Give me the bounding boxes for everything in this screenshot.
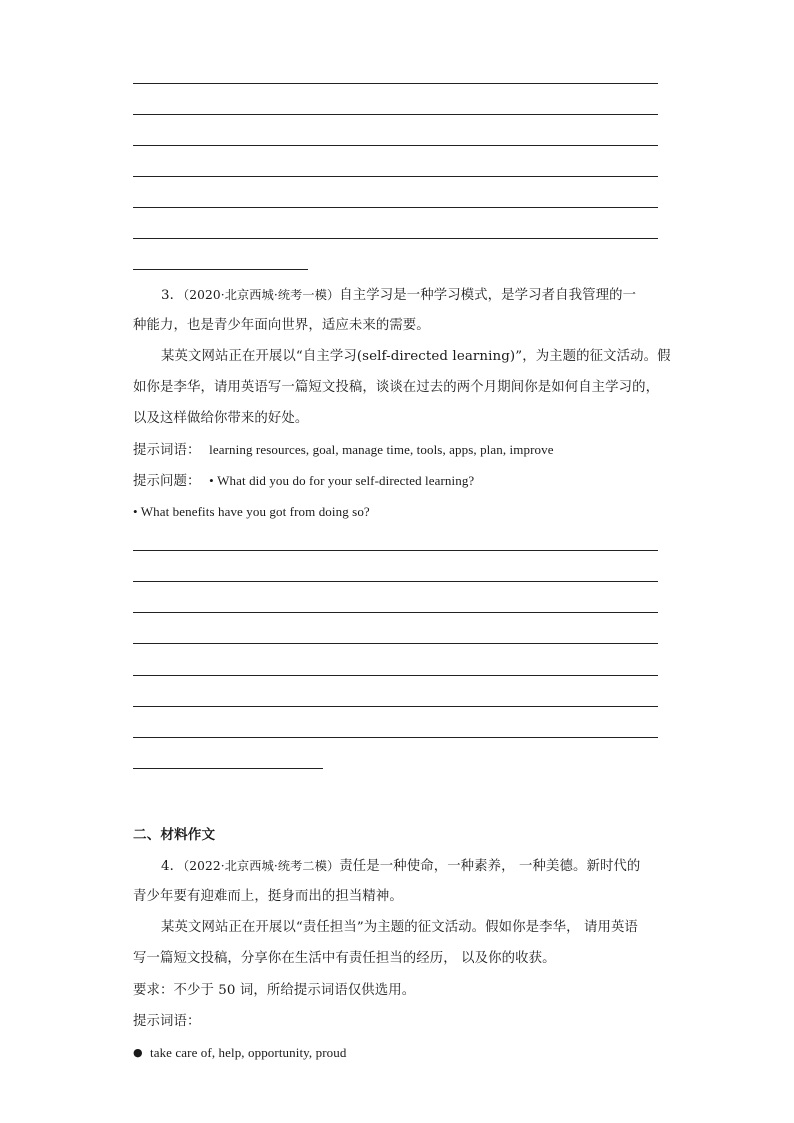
q3-question2: • What benefits have you got from doing so? [133, 504, 370, 519]
q3-number: 3． [161, 288, 184, 303]
section-title: 二、材料作文 [133, 827, 216, 843]
answer-line [133, 83, 658, 84]
q4-task-line1: 某英文网站正在开展以“责任担当”为主题的征文活动。假如你是李华， 请用英语 [161, 920, 638, 935]
bullet-icon: ● [133, 1046, 143, 1059]
answer-line [133, 114, 658, 115]
answer-line [133, 550, 658, 551]
q3-intro-text: 自主学习是一种学习模式，是学习者自我管理的一 [339, 288, 637, 303]
q3-hint-questions-label: 提示问题： [133, 474, 201, 489]
answer-line-end [133, 269, 308, 270]
q3-hint-words [133, 440, 663, 461]
q4-intro-text: 责任是一种使命，一种素养， 一种美德。新时代的 [339, 859, 641, 874]
q3-task-line2: 如你是李华，请用英语写一篇短文投稿，谈谈在过去的两个月期间你是如何自主学习的， [133, 380, 660, 395]
q4-source: （2022·北京西城·统考二模） [183, 859, 340, 873]
answer-line [133, 675, 658, 676]
q3-intro [161, 285, 663, 306]
q4-requirement: 要求：不少于 50 词，所给提示词语仅供选用。 [133, 983, 416, 998]
q4-number: 4． [161, 859, 184, 874]
answer-line [133, 706, 658, 707]
q3-task-line3: 以及这样做给你带来的好处。 [133, 411, 309, 426]
answer-line [133, 612, 658, 613]
answer-line-end [133, 768, 323, 769]
q3-hint-words-label: 提示词语： [133, 443, 201, 458]
q4-hint-words-label: 提示词语： [133, 1014, 201, 1029]
q3-hint-questions [133, 471, 663, 492]
q3-hint-words-text: learning resources, goal, manage time, tools, apps, plan, improve [209, 442, 554, 457]
answer-line [133, 176, 658, 177]
q3-intro-line2: 种能力，也是青少年面向世界，适应未来的需要。 [133, 318, 430, 333]
answer-line [133, 238, 658, 239]
q4-task-line2: 写一篇短文投稿，分享你在生活中有责任担当的经历， 以及你的收获。 [133, 951, 556, 966]
answer-line [133, 643, 658, 644]
answer-line [133, 145, 658, 146]
q4-intro-line2: 青少年要有迎难而上，挺身而出的担当精神。 [133, 889, 403, 904]
q3-question1: • What did you do for your self-directed learning? [209, 473, 475, 488]
answer-line [133, 581, 658, 582]
q4-hint-item: take care of, help, opportunity, proud [150, 1045, 347, 1060]
q3-source: （2020·北京西城·统考一模） [183, 288, 340, 302]
q3-task-line1: 某英文网站正在开展以“自主学习(self-directed learning)”，为主题的征文活动。假 [161, 349, 671, 364]
answer-line [133, 737, 658, 738]
q4-intro [161, 856, 663, 877]
answer-line [133, 207, 658, 208]
